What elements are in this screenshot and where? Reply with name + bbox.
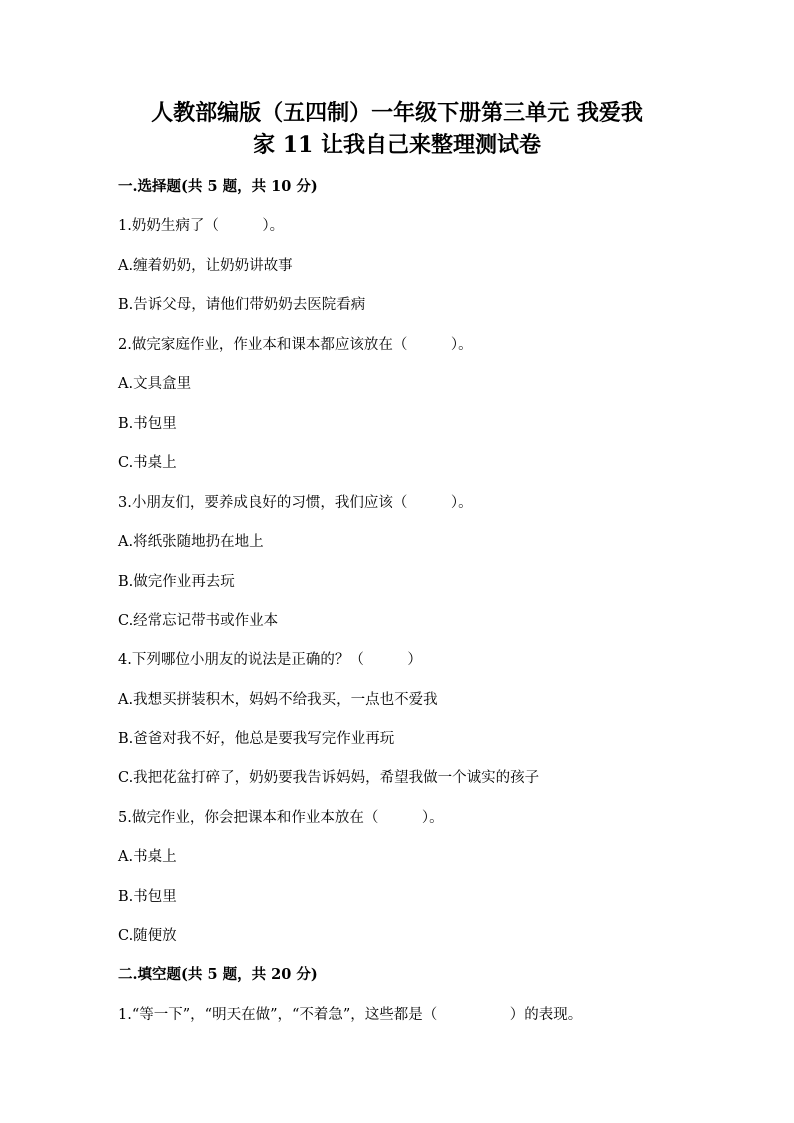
answer-option: B.书包里 [118,416,177,432]
question-stem: 4.下列哪位小朋友的说法是正确的？（ ） [118,652,422,668]
question-stem: 1.奶奶生病了（ ）。 [118,218,285,234]
answer-option: B.爸爸对我不好，他总是要我写完作业再玩 [118,731,395,747]
question-stem: 5.做完作业，你会把课本和作业本放在（ ）。 [118,810,444,826]
answer-option: C.随便放 [118,928,177,944]
answer-option: B.书包里 [118,889,177,905]
answer-option: C.经常忘记带书或作业本 [118,613,279,629]
section-heading-multiple-choice: 一.选择题(共 5 题，共 10 分) [118,178,318,195]
answer-option: A.将纸张随地扔在地上 [118,534,264,550]
section-heading-fill-in: 二.填空题(共 5 题，共 20 分) [118,966,318,983]
question-stem: 3.小朋友们，要养成良好的习惯，我们应该（ ）。 [118,495,473,511]
answer-option: B.告诉父母，请他们带奶奶去医院看病 [118,297,366,313]
answer-option: C.我把花盆打碎了，奶奶要我告诉妈妈，希望我做一个诚实的孩子 [118,770,540,786]
document-title-line-2: 家 11 让我自己来整理测试卷 [253,132,541,158]
answer-option: A.缠着奶奶，让奶奶讲故事 [118,258,293,274]
answer-option: A.我想买拼装积木，妈妈不给我买，一点也不爱我 [118,692,438,708]
answer-option: B.做完作业再去玩 [118,574,235,590]
question-stem: 1.“等一下”，“明天在做”，“不着急”，这些都是（ ）的表现。 [118,1007,583,1023]
document-title-line-1: 人教部编版（五四制）一年级下册第三单元 我爱我 [151,100,643,126]
answer-option: A.书桌上 [118,849,177,865]
question-stem: 2.做完家庭作业，作业本和课本都应该放在（ ）。 [118,337,473,353]
answer-option: C.书桌上 [118,455,177,471]
answer-option: A.文具盒里 [118,376,192,392]
